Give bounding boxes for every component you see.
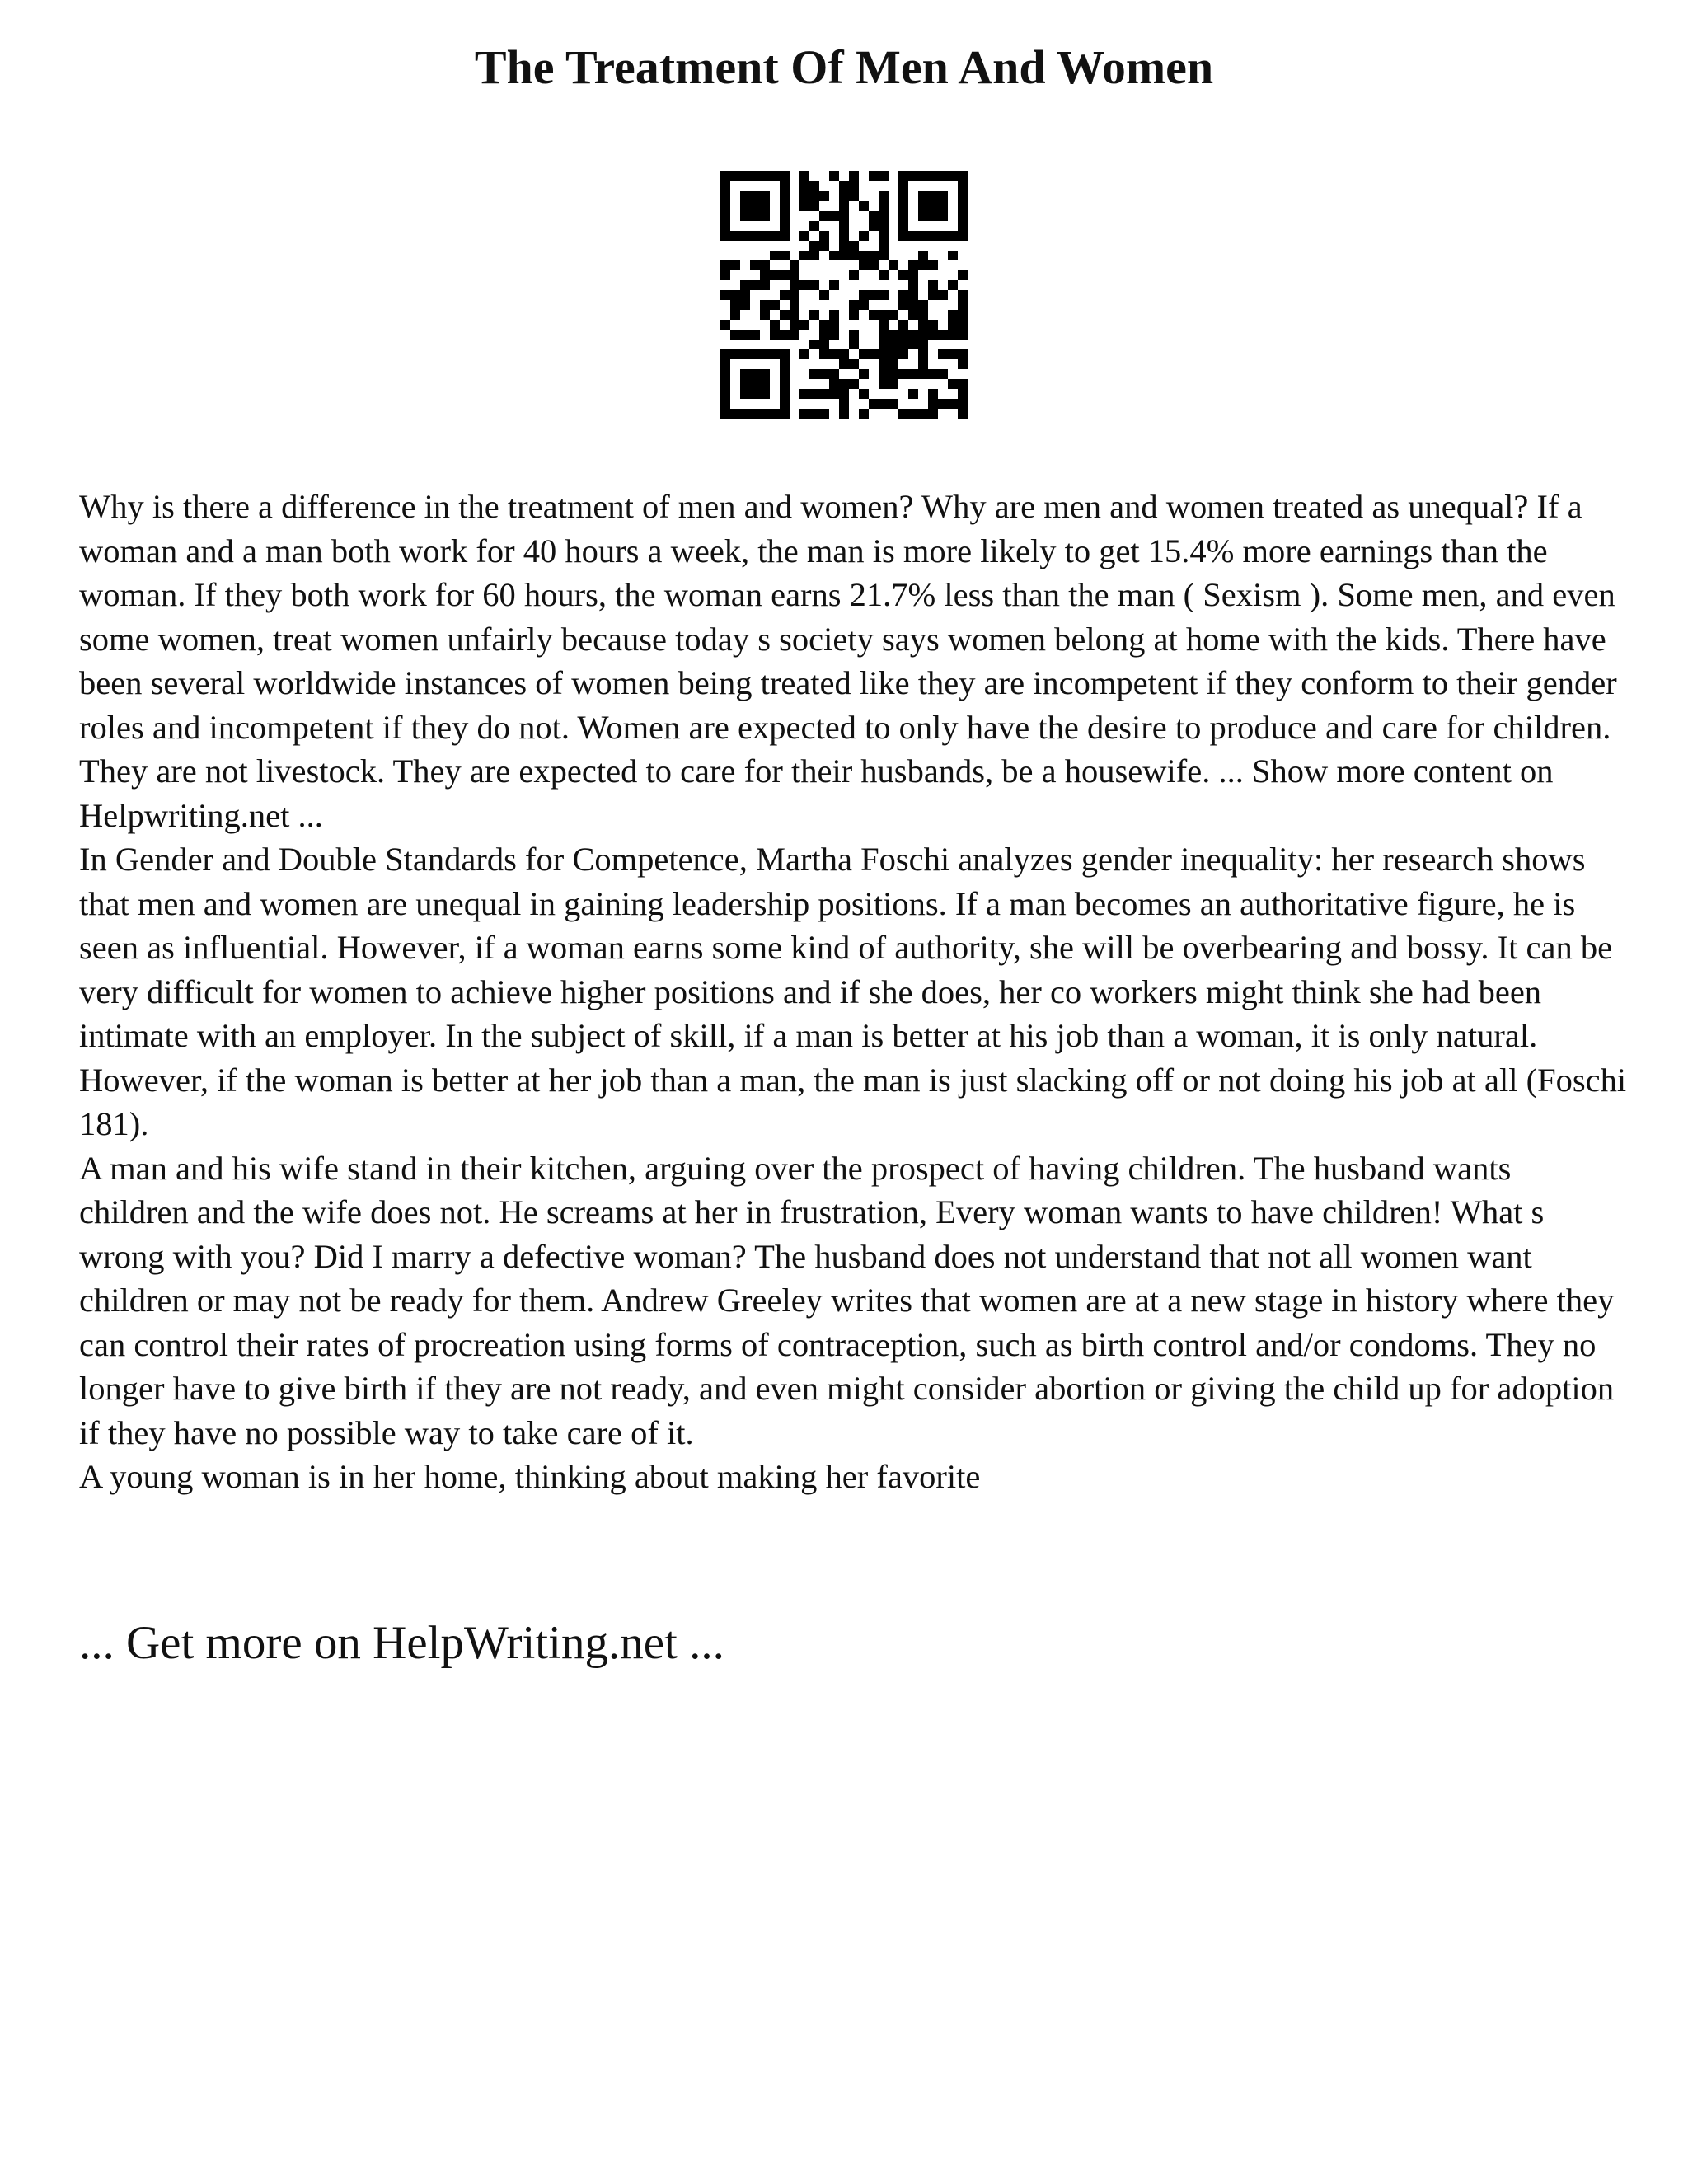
paragraph-3: A man and his wife stand in their kitchen, arguing over the prospect of having children. The husband wants children and the wife does not. He screams at her in frustration, Every woman wants to have children! What s wrong with you? Did I marry a defective woman? The husband does not understand that not all women want children or may not be ready for them. Andrew Greeley writes that women are at a new stage in history where they can control their rates of procreation using forms of contraception, such as birth control and/or condoms. They no longer have to give birth if they are not ready, and even might consider abortion or giving the child up for adoption if they have no possible way to take care of it. bbox=[79, 1149, 1615, 1451]
get-more-link[interactable]: ... Get more on HelpWriting.net ... bbox=[79, 1617, 724, 1669]
page-title: The Treatment Of Men And Women bbox=[474, 40, 1214, 94]
essay-body bbox=[79, 485, 1629, 1499]
paragraph-1: Why is there a difference in the treatment of men and women? Why are men and women treated as unequal? If a woman and a man both work for 40 hours a week, the man is more likely to get 15.4% more earnings than the woman. If they both work for 60 hours, the woman earns 21.7% less than the man ( Sexism ). Some men, and even some women, treat women unfairly because today s society says women belong at home with the kids. There have been several worldwide instances of women being treated like they are incompetent if they conform to their gender roles and incompetent if they do not. Women are expected to only have the desire to produce and care for children. They are not livestock. They are expected to care for their husbands, be a housewife. ... Show more content on Helpwriting.net ... bbox=[79, 488, 1617, 834]
paragraph-4: A young woman is in her home, thinking about making her favorite bbox=[79, 1458, 981, 1495]
paragraph-2: In Gender and Double Standards for Competence, Martha Foschi analyzes gender inequality: her research shows that men and women are unequal in gaining leadership positions. If a man becomes an authoritative figure, he is seen as influential. However, if a woman earns some kind of authority, she will be overbearing and bossy. It can be very difficult for women to achieve higher positions and if she does, her co workers might think she had been intimate with an employer. In the subject of skill, if a man is better at his job than a woman, it is only natural. However, if the woman is better at her job than a man, the man is just slacking off or not doing his job at all (Foschi 181). bbox=[79, 841, 1627, 1142]
qr-code-icon bbox=[720, 171, 968, 419]
